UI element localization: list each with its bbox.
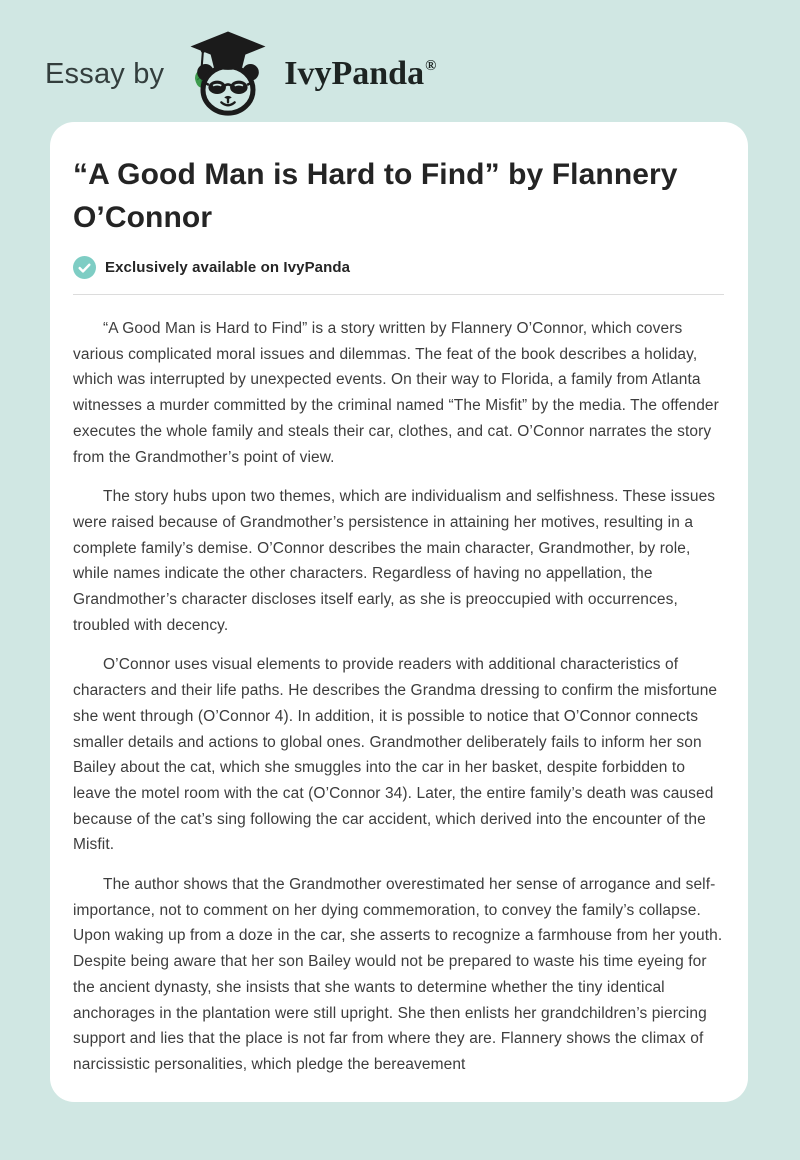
brand-wordmark: IvyPanda® <box>284 55 437 92</box>
header <box>0 0 800 122</box>
ivypanda-logo[interactable] <box>178 28 436 120</box>
essay-card <box>50 122 748 1102</box>
exclusive-badge-label: Exclusively available on IvyPanda <box>105 259 351 276</box>
essay-paragraph: O’Connor uses visual elements to provide readers with additional characteristics of characters and their life paths. He describes the Grandma dressing to confirm the misfortune she went through (O’Connor 4). In addition, it is possible to notice that O’Connor connects smaller details and actions to global ones. Grandmother deliberately fails to inform her son Bailey about the cat, which she smuggles into the car in her basket, despite forbidden to leave the motel room with the cat (O’Connor 34). Later, the entire family’s death was caused because of the cat’s sing following the car accident, which derived into the encounter of the Misfit. <box>73 656 718 854</box>
essay-paragraph: The author shows that the Grandmother overestimated her sense of arrogance and self-importance, not to comment on her dying commemoration, to convey the family’s collapse. Upon waking up from a doze in the car, she asserts to recognize a farmhouse from her youth. Despite being aware that her son Bailey would not be prepared to waste his time eyeing for the ancient dynasty, she insists that she wants to determine whether the tiny identical anchorages in the plantation were still upright. She then enlists her grandchildren’s piercing support and lies that the place is not far from where they are. Flannery shows the climax of narcissistic personalities, which pledge the bereavement <box>73 876 723 1073</box>
registered-mark: ® <box>425 58 437 74</box>
essay-paragraph: “A Good Man is Hard to Find” is a story written by Flannery O’Connor, which covers various complicated moral issues and dilemmas. The feat of the book describes a holiday, which was interrupted by unexpected events. On their way to Florida, a family from Atlanta witnesses a murder committed by the criminal named “The Misfit” by the media. The offender executes the whole family and steals their car, clothes, and cat. O’Connor narrates the story from the Grandmother’s point of view. <box>73 320 719 466</box>
exclusive-badge <box>73 256 724 279</box>
essay-body <box>73 316 724 1078</box>
check-icon <box>73 256 96 279</box>
essay-paragraph: The story hubs upon two themes, which are individualism and selfishness. These issues were raised because of Grandmother’s persistence in attaining her motives, resulting in a complete family’s demise. O’Connor describes the main character, Grandmother, by role, while names indicate the other characters. Regardless of having no appellation, the Grandmother’s character discloses itself early, as she is preoccupied with occurrences, troubled with decency. <box>73 488 716 634</box>
essay-title: “A Good Man is Hard to Find” by Flannery O’Connor <box>73 158 678 234</box>
panda-graduate-icon <box>178 28 278 120</box>
essay-by-label: Essay by <box>45 57 165 90</box>
divider <box>73 294 724 295</box>
